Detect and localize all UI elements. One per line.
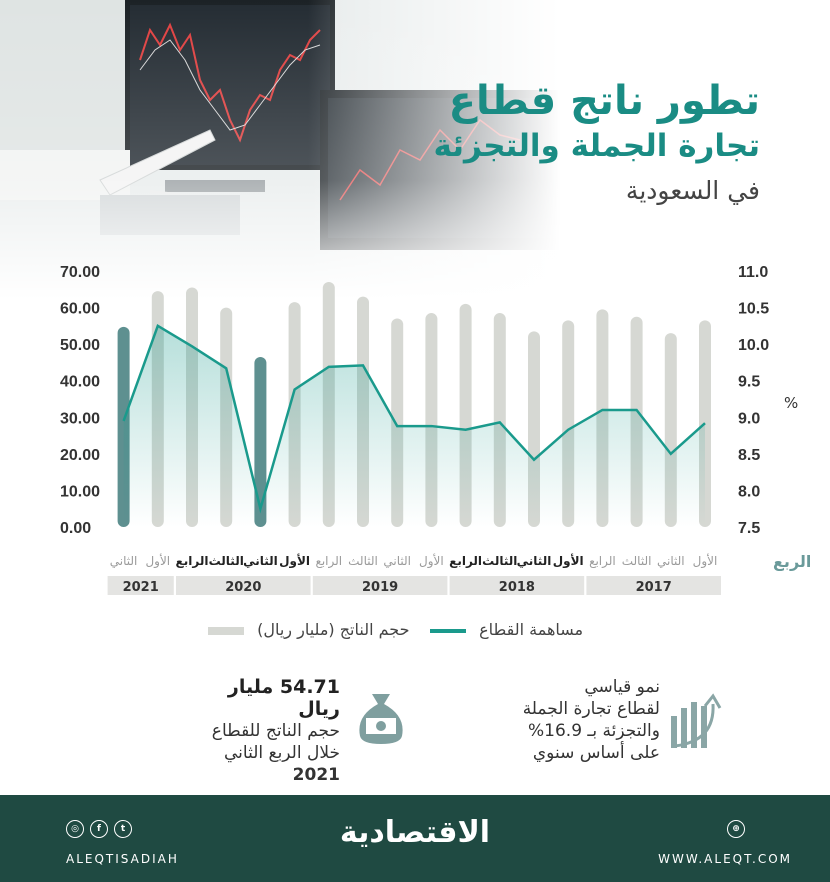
value-desc-3: 2021 xyxy=(292,765,340,785)
legend-bar-label: حجم الناتج (مليار ريال) xyxy=(257,620,410,639)
year-label: 2019 xyxy=(362,580,399,595)
quarter-label: الرابع xyxy=(315,554,343,568)
brand-logo: الاقتصادية xyxy=(339,815,491,850)
growth-line-4: على أساس سنوي xyxy=(532,743,660,763)
quarter-label: الثالث xyxy=(348,554,378,568)
quarter-label: الثالث xyxy=(482,554,518,568)
y-right-tick: 8.0 xyxy=(738,483,761,501)
quarter-label: الأول xyxy=(145,554,171,568)
y-left-tick: 30.00 xyxy=(60,410,101,428)
y-left-tick: 50.00 xyxy=(60,337,101,355)
y-left-tick: 10.00 xyxy=(60,483,101,501)
value-amount: 54.71 مليار ريال xyxy=(227,676,340,720)
y-right-tick: 10.0 xyxy=(738,337,770,355)
social-handle[interactable]: ALEQTISADIAH xyxy=(66,852,179,866)
quarter-label: الثالث xyxy=(208,554,244,568)
legend-line xyxy=(430,620,583,639)
y-right-tick: 7.5 xyxy=(738,520,761,537)
quarter-label: الثاني xyxy=(109,554,138,568)
year-label: 2018 xyxy=(498,580,535,595)
year-label: 2017 xyxy=(635,580,672,595)
legend-line-label: مساهمة القطاع xyxy=(479,620,584,639)
legend-bar xyxy=(208,620,409,639)
quarter-label: الأول xyxy=(552,554,584,568)
chart-title: تطور ناتج قطاع xyxy=(448,78,760,124)
quarter-label: الأول xyxy=(279,554,311,568)
quarter-label: الثاني xyxy=(383,554,412,568)
chart-region: في السعودية xyxy=(625,176,760,205)
y-left-tick: 40.00 xyxy=(60,373,101,391)
y-right-tick: 10.5 xyxy=(738,300,770,318)
twitter-icon[interactable]: t xyxy=(114,820,132,838)
y-left-tick: 20.00 xyxy=(60,446,101,464)
y-left-tick: 60.00 xyxy=(60,300,101,318)
quarter-axis-label: الربع xyxy=(773,552,812,571)
y-right-tick: 11.0 xyxy=(738,264,769,281)
quarter-label: الرابع xyxy=(589,554,616,568)
quarter-label: الثاني xyxy=(656,554,685,568)
value-desc-2: خلال الربع الثاني xyxy=(224,743,340,763)
instagram-icon[interactable]: ◎ xyxy=(66,820,84,838)
y-left-tick: 70.00 xyxy=(60,264,101,281)
facebook-icon[interactable]: f xyxy=(90,820,108,838)
money-bag-icon xyxy=(350,684,412,750)
quarter-label: الثاني xyxy=(243,554,278,568)
chart-subtitle: تجارة الجملة والتجزئة xyxy=(433,128,760,164)
quarter-label: الرابع xyxy=(449,554,483,568)
growth-stat xyxy=(440,676,660,764)
value-desc-1: حجم الناتج للقطاع xyxy=(211,721,340,741)
globe-icon[interactable]: ⊕ xyxy=(727,820,745,838)
y-right-tick: 9.0 xyxy=(738,410,761,428)
y-left-tick: 0.00 xyxy=(60,520,92,537)
quarter-label: الرابع xyxy=(175,554,209,568)
chart-area xyxy=(0,250,830,610)
quarter-label: الثاني xyxy=(516,554,552,568)
year-label: 2021 xyxy=(122,580,159,595)
legend-line-swatch xyxy=(430,629,466,633)
quarter-label: الثالث xyxy=(621,554,652,568)
website-link[interactable]: WWW.ALEQT.COM xyxy=(658,852,792,866)
legend-bar-swatch xyxy=(208,627,244,635)
y-right-tick: 9.5 xyxy=(738,373,761,391)
y-right-tick: 8.5 xyxy=(738,446,761,464)
growth-line-3: والتجزئة بـ 16.9% xyxy=(528,721,660,741)
growth-line-1: نمو قياسي xyxy=(584,677,660,697)
quarter-label: الأول xyxy=(692,554,718,568)
y-right-unit: % xyxy=(784,394,799,412)
growth-line-2: لقطاع تجارة الجملة xyxy=(522,699,660,719)
value-stat xyxy=(190,676,340,786)
quarter-label: الأول xyxy=(419,554,444,568)
growth-icon xyxy=(665,686,725,760)
year-label: 2020 xyxy=(225,580,262,595)
